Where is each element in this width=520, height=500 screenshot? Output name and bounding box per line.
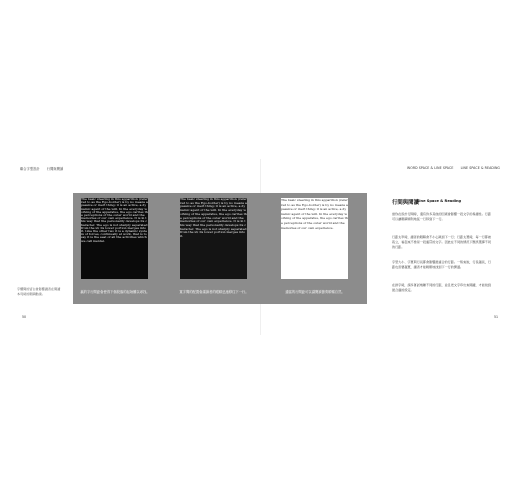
section-heading-en: Line Space & Reading: [417, 199, 462, 203]
sample-text: The basic steering in this apparition (referred to as the Ego-border) is by no means a passive or inert thing; it is an active, a dynamic agent of the will. In the everyday working of the apparatus, the ego carries the perceptions of the outer world and the memories of our own experience. It is in this way that the personality develops its character. The ego is not sharply separated from the id; its lower portion merges into it.: [180, 198, 247, 239]
running-head-left: [20, 166, 63, 171]
side-note: 字體間的留白會影響讀者在閱讀本頁時的眼睛動線。: [17, 287, 61, 296]
page-number-right: 51: [494, 315, 499, 319]
running-head-right: [407, 166, 500, 170]
running-head-section: WORD SPACE & LINE SPACE: [406, 166, 454, 170]
sample-text: The basic steering in this apparition (referred to as the Ego-border) is by no means a passive or inert thing; it is an active, a dynamic agent of the will. In the everyday working of the apparatus, the ego carries the perceptions of the outer world and the memories of our own experience. It is in this way that the personality develops its character. The ego is not sharply separated from the id; its lower portion merges into it. Like the other two it is a dynamic system of forces, continually at work, that is to say it is the seat of all the activities which we call mental.: [81, 198, 148, 243]
running-head-book: 聯合字型設計: [20, 167, 40, 171]
text-sample-medium: [180, 198, 247, 279]
body-paragraph: 在排字時，請多嘗試幾種不同的行距，並且把文字印出來閱讀，才能找到最合適的設定。: [392, 283, 491, 292]
body-paragraph: 當你在設計行間時，還有許多其他的因素會影響一段文字的易讀性。行距可以讓眼睛順利地從一行移到下一行。: [392, 212, 491, 221]
sample-caption: 寬字間的配置會讓讀者的眼睛迅速移往下一行。: [179, 290, 249, 294]
sample-caption: 蠃的字行間距會使得下個段落的起始難以尋找。: [80, 290, 150, 294]
text-sample-loose: [281, 198, 348, 279]
running-head-chapter: 行間與閱讀: [46, 167, 64, 171]
body-paragraph: 行距太窄時，讀者的眼睛會不小心跳到下一行；行距太寬時，每一行都被孤立，看起來不像是一段連貫的文字。因此在不同的情況下應該選擇不同的行距。: [392, 235, 491, 249]
sample-caption: 適當的行間距可以讓閱讀節奏順暢自然。: [285, 290, 345, 294]
text-sample-tight: [81, 198, 148, 279]
body-paragraph: 字型大小、字寬與行長都會影響最適合的行距。一般來說，行長越長，行距也需要越寬，讀者才能輕鬆地找到下一行的開頭。: [392, 260, 491, 269]
sample-text: The basic steering in this apparition (referred to as the Ego-border) is by no means a passive or inert thing; it is an active, a dynamic agent of the will. In the everyday working of the apparatus, the ego carries the perceptions of the outer world and the memories of our own experience.: [281, 198, 348, 230]
page-number-left: 50: [22, 315, 27, 319]
running-head-topic: LINE SPACE & READING: [460, 166, 500, 170]
section-heading-zh: 行間與閱讀: [392, 200, 419, 206]
